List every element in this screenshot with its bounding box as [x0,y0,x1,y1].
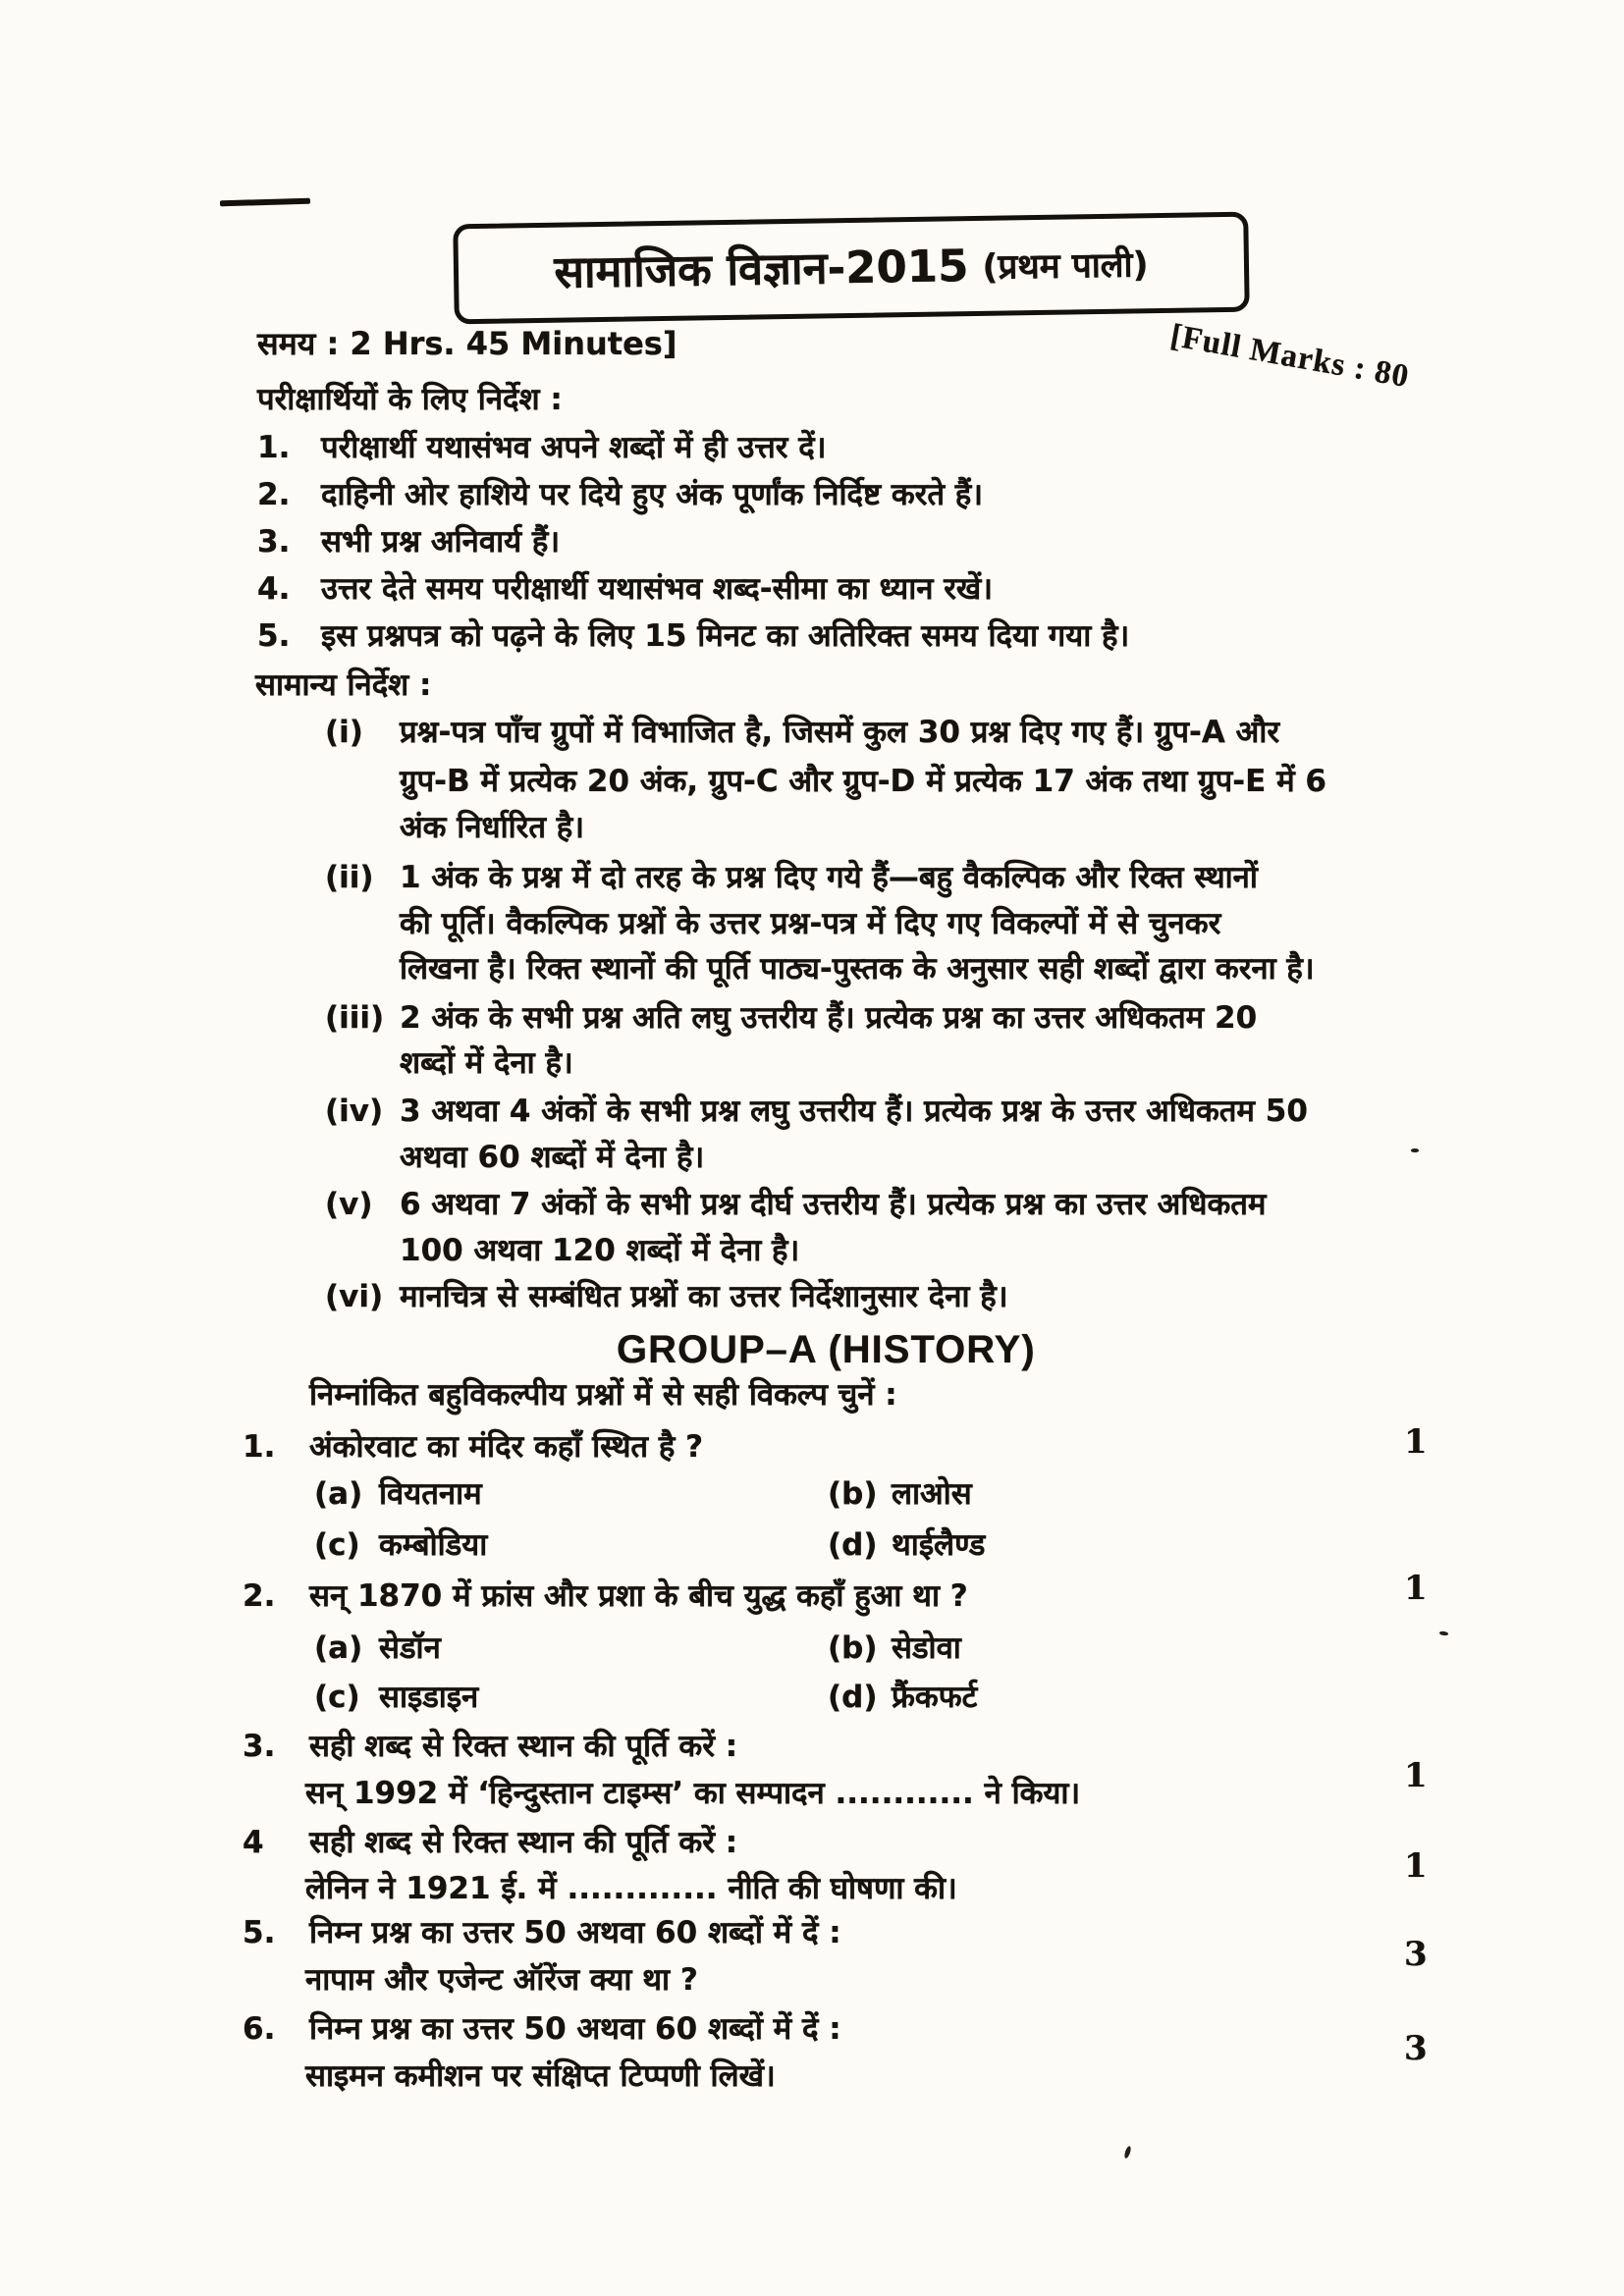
instruction-line: अंक निर्धारित है। [400,810,584,845]
marks-value: 3 [1404,2029,1428,2068]
instruction-text: दाहिनी ओर हाशिये पर दिये हुए अंक पूर्णांक निर्दिष्ट करते हैं। [321,477,984,512]
option-label: (c) [314,1527,360,1563]
option-text: लाओस [892,1476,972,1512]
instruction-line: की पूर्ति। वैकल्पिक प्रश्नों के उत्तर प्रश्न-पत्र में दिए गए विकल्पों में से चुनकर [400,906,1221,941]
option-text: फ्रैंकफर्ट [892,1680,978,1715]
general-instruction-item [0,1093,1624,1138]
marks-value: 1 [1404,1422,1428,1462]
option-text: साइडाइन [379,1680,479,1715]
options-row [0,1526,1624,1572]
question-row [0,1428,1624,1473]
instruction-number: 3. [257,524,291,560]
roman-label: (i) [325,715,363,750]
options-row [0,1629,1624,1675]
option-label: (b) [828,1476,878,1512]
instruction-line: शब्दों में देना है। [400,1045,573,1081]
time-allowed-label: समय : 2 Hrs. 45 Minutes] [257,325,677,362]
instruction-item [0,570,1624,615]
instruction-text: इस प्रश्नपत्र को पढ़ने के लिए 15 मिनट का अतिरिक्त समय दिया गया है। [321,618,1130,654]
option-text: सेडॉन [379,1630,441,1666]
instruction-item [0,523,1624,568]
general-instruction-item [0,999,1624,1044]
marks-value: 1 [1404,1569,1428,1608]
question-row [0,1824,1624,1869]
general-instruction-item [0,1278,1624,1323]
option-text: वियतनाम [379,1476,482,1512]
option-label: (a) [314,1630,363,1666]
instruction-text: सभी प्रश्न अनिवार्य हैं। [321,524,561,560]
instruction-line: 6 अथवा 7 अंकों के सभी प्रश्न दीर्घ उत्तरीय हैं। प्रत्येक प्रश्न का उत्तर अधिकतम [400,1187,1267,1222]
question-number: 6. [243,2011,276,2047]
roman-label: (ii) [325,860,374,895]
instruction-line: प्रश्न-पत्र पाँच ग्रुपों में विभाजित है, जिसमें कुल 30 प्रश्न दिए गए हैं। ग्रुप-A और [400,715,1280,750]
roman-label: (v) [325,1187,373,1222]
option-label: (a) [314,1476,363,1512]
title-box [453,212,1250,325]
instruction-number: 1. [257,430,291,465]
paper-title: सामाजिक विज्ञान-2015 [554,240,969,298]
scan-dash-artifact [220,198,310,207]
question-row [0,2010,1624,2056]
roman-label: (iii) [325,1000,385,1036]
instruction-number: 4. [257,571,291,607]
instruction-text: परीक्षार्थी यथासंभव अपने शब्दों में ही उत्तर दें। [321,430,827,465]
option-label: (b) [828,1630,878,1666]
group-a-heading: GROUP–A (HISTORY) [617,1328,1036,1371]
question-text: लेनिन ने 1921 ई. में ............. नीति की घोषणा की। [305,1871,957,1906]
question-text: अंकोरवाट का मंदिर कहाँ स्थित है ? [309,1429,704,1465]
roman-label: (vi) [325,1279,384,1314]
mcq-intro: निम्नांकित बहुविकल्पीय प्रश्नों में से सही विकल्प चुनें : [309,1377,897,1413]
question-number: 3. [243,1729,276,1764]
general-instruction-item [0,1186,1624,1231]
general-instruction-item [0,859,1624,904]
question-number: 5. [243,1915,276,1950]
option-text: कम्बोडिया [379,1527,488,1563]
question-text: सही शब्द से रिक्त स्थान की पूर्ति करें : [309,1729,738,1764]
instruction-line: 3 अथवा 4 अंकों के सभी प्रश्न लघु उत्तरीय हैं। प्रत्येक प्रश्न के उत्तर अधिकतम 50 [400,1094,1308,1129]
general-instructions-heading: सामान्य निर्देश : [255,667,432,703]
question-text: निम्न प्रश्न का उत्तर 50 अथवा 60 शब्दों में दें : [309,1915,841,1950]
options-row [0,1679,1624,1724]
question-text: निम्न प्रश्न का उत्तर 50 अथवा 60 शब्दों में दें : [309,2011,841,2047]
instruction-text: उत्तर देते समय परीक्षार्थी यथासंभव शब्द-सीमा का ध्यान रखें। [321,571,994,607]
instruction-item [0,429,1624,474]
question-text: सन् 1992 में ‘हिन्दुस्तान टाइम्स’ का सम्पादन ............ ने किया। [305,1776,1081,1811]
question-number: 1. [243,1429,276,1465]
question-text: नापाम और एजेन्ट ऑरेंज क्या था ? [305,1962,698,1998]
paper-title-shift: (प्रथम पाली) [982,244,1149,288]
marks-value: 3 [1404,1935,1428,1974]
option-label: (c) [314,1680,360,1715]
instruction-line: अथवा 60 शब्दों में देना है। [400,1140,705,1175]
instruction-line: ग्रुप-B में प्रत्येक 20 अंक, ग्रुप-C और ग्रुप-D में प्रत्येक 17 अंक तथा ग्रुप-E में 6 [400,764,1326,799]
question-text: सन् 1870 में फ्रांस और प्रशा के बीच युद्ध कहाँ हुआ था ? [309,1578,968,1614]
question-number: 2. [243,1578,276,1614]
instruction-line: 100 अथवा 120 शब्दों में देना है। [400,1233,800,1268]
question-text: सही शब्द से रिक्त स्थान की पूर्ति करें : [309,1825,738,1860]
instruction-number: 2. [257,477,291,512]
general-instruction-item [0,714,1624,759]
option-text: सेडोवा [892,1630,961,1666]
option-label: (d) [828,1680,878,1715]
roman-label: (iv) [325,1094,384,1129]
option-text: थाईलैण्ड [892,1527,986,1563]
scan-speck-artifact [1123,2146,1132,2160]
instruction-line: 2 अंक के सभी प्रश्न अति लघु उत्तरीय हैं। प्रत्येक प्रश्न का उत्तर अधिकतम 20 [400,1000,1258,1036]
candidate-instructions-heading: परीक्षार्थियों के लिए निर्देश : [257,382,563,417]
scan-speck-artifact [1411,1148,1419,1152]
instruction-item [0,617,1624,663]
question-row [0,1728,1624,1773]
full-marks-label: [Full Marks : 80 [1167,317,1412,396]
question-row [0,1914,1624,1959]
question-text: साइमन कमीशन पर संक्षिप्त टिप्पणी लिखें। [305,2058,776,2094]
question-row [0,1577,1624,1623]
question-number: 4 [243,1825,264,1860]
instruction-line: मानचित्र से सम्बंधित प्रश्नों का उत्तर निर्देशानुसार देना है। [400,1279,1008,1314]
option-label: (d) [828,1527,878,1563]
options-row [0,1475,1624,1521]
marks-value: 1 [1404,1756,1428,1795]
instruction-line: 1 अंक के प्रश्न में दो तरह के प्रश्न दिए गये हैं—बहु वैकल्पिक और रिक्त स्थानों [400,860,1258,895]
instruction-item [0,476,1624,521]
instruction-line: लिखना है। रिक्त स्थानों की पूर्ति पाठ्य-पुस्तक के अनुसार सही शब्दों द्वारा करना है। [400,951,1315,987]
marks-value: 1 [1404,1846,1428,1886]
instruction-number: 5. [257,618,291,654]
